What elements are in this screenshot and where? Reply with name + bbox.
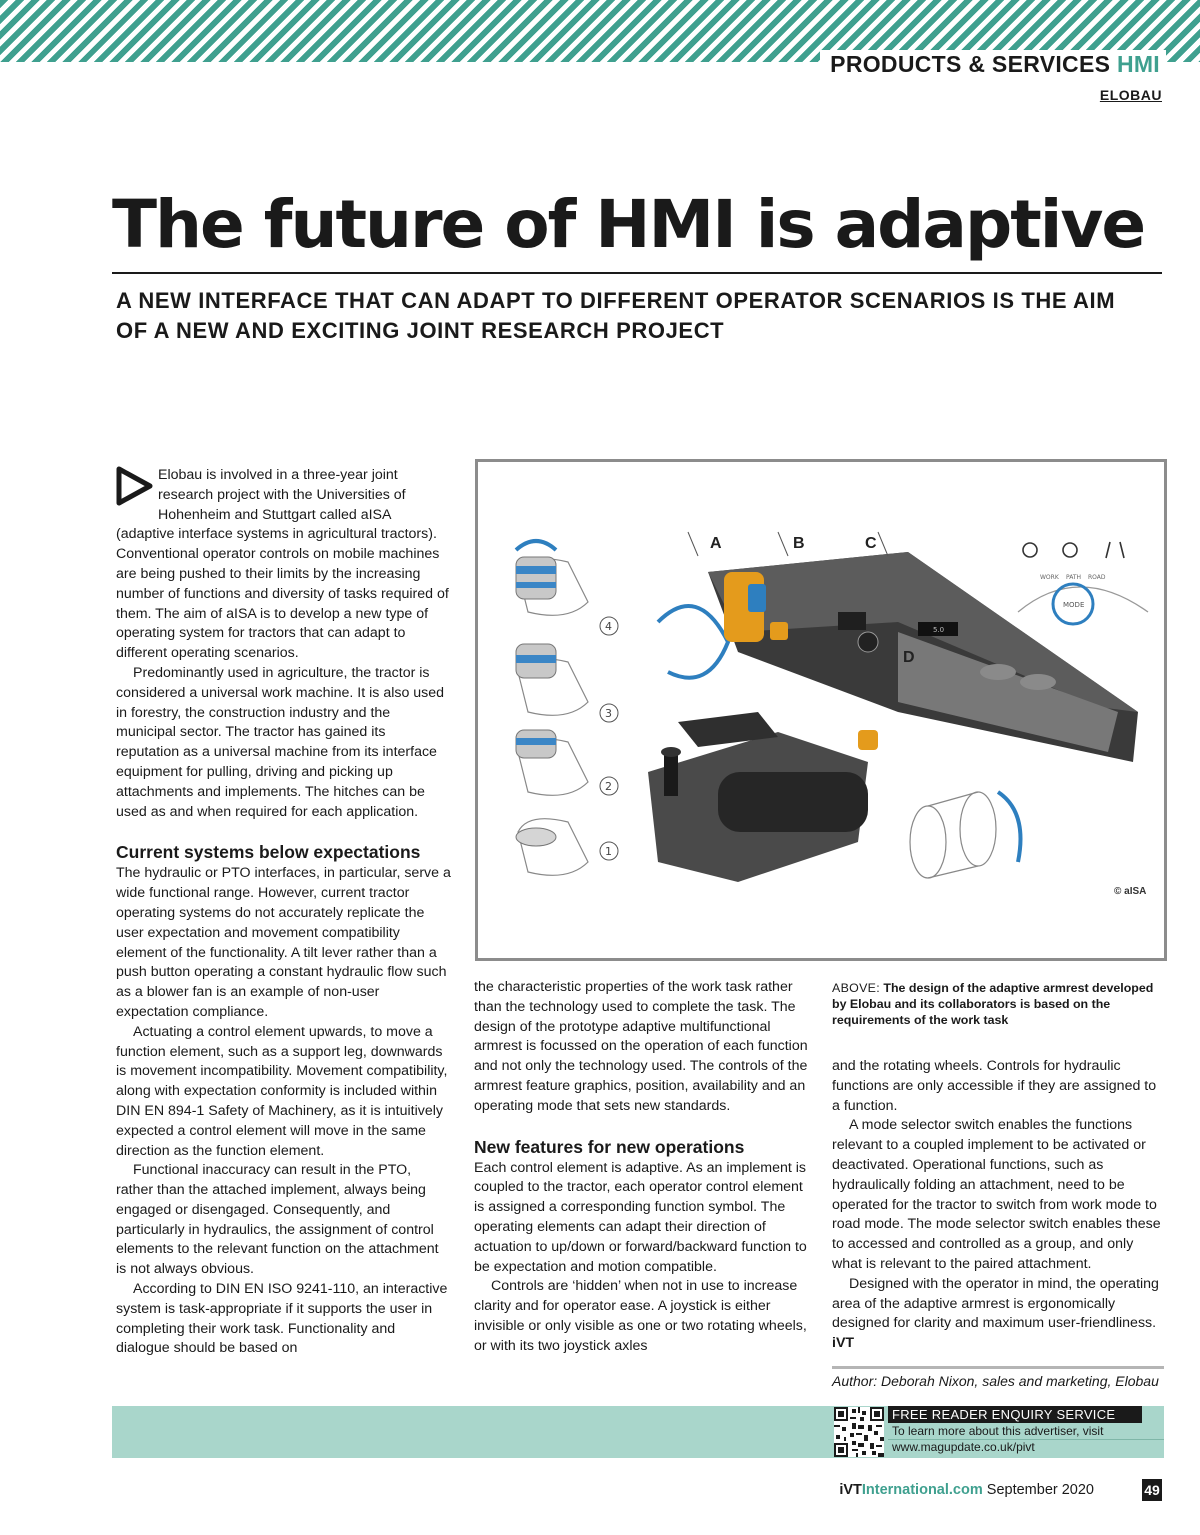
figure-caption xyxy=(832,980,1168,1028)
mode-label: MODE xyxy=(1063,601,1085,609)
step-circles xyxy=(600,617,618,860)
col3-paragraph-3 xyxy=(832,1275,1164,1354)
company-tag: ELOBAU xyxy=(1099,87,1162,103)
label-d: D xyxy=(903,649,915,666)
article-column-3 xyxy=(832,1057,1164,1354)
road-label: ROAD xyxy=(1088,574,1106,581)
col1-paragraph-2: Predominantly used in agriculture, the tractor is considered a universal work machine. It is also used in forestry, the construction industry and the municipal sector. The tractor has gained its reputation as a universal machine from its interface equipment for pulling, driving and picking up attachments and implements. The hitches can be used as and when required for each application. xyxy=(116,664,445,820)
col1-paragraph-3: The hydraulic or PTO interfaces, in particular, serve a wide functional range. However, current tractor operating systems do not accurately replicate the user expectation and movement compatibility element of the functionality. A tilt lever rather than a push button operating a constant hydraulic flow such as a blower fan is an example of non-user expectation compliance. xyxy=(116,865,451,1020)
article-column-2 xyxy=(474,978,810,1357)
rotary-knobs xyxy=(516,557,556,846)
author-rule xyxy=(832,1366,1164,1369)
page-number: 49 xyxy=(1142,1479,1162,1501)
status-icons xyxy=(1023,542,1124,558)
standfirst: A NEW INTERFACE THAT CAN ADAPT TO DIFFERENT OPERATOR SCENARIOS IS THE AIM OF A NEW AND EXCITING JOINT RESEARCH PROJECT xyxy=(116,288,1116,343)
author-credit: Author: Deborah Nixon, sales and marketing, Elobau xyxy=(832,1373,1159,1389)
subheading-new-features: New features for new operations xyxy=(474,1136,745,1157)
article-column-1 xyxy=(116,466,452,1359)
step-2: 2 xyxy=(605,780,612,793)
col1-paragraph-5: Functional inaccuracy can result in the PTO, rather than the attached implement, always being engaged or disengaged. Consequently, and particularly in hydraulics, the assignment of control elements to the relevant function on the attachment is not always obvious. xyxy=(116,1162,439,1278)
parking-brake-icon xyxy=(1063,543,1077,557)
path-label: PATH xyxy=(1066,574,1082,581)
col2-paragraph-2: Each control element is adaptive. As an implement is coupled to the tractor, each operator control element is assigned a corresponding function symbol. The operating elements can adapt their direction of actuation to up/down or forward/backward function to be expectation and motion compatible. xyxy=(474,1159,807,1275)
step-1: 1 xyxy=(605,845,612,858)
col3-paragraph-1: and the rotating wheels. Controls for hydraulic functions are only accessible if they are assigned to a function. xyxy=(832,1058,1157,1114)
col3-paragraph-3-text: Designed with the operator in mind, the operating area of the adaptive armrest is ergonomically designed for clarity and maximum user-friendliness. xyxy=(832,1275,1159,1332)
footer-brand-b: International.com xyxy=(861,1482,983,1498)
road-icon xyxy=(1106,542,1124,558)
col2-paragraph-1: the characteristic properties of the work task rather than the technology used to complete the task. The design of the prototype adaptive multifunctional armrest is focussed on the operation of each function and not only the technology used. The controls of the armrest feature graphics, position, availability and an operating mode that sets new standards. xyxy=(474,979,808,1114)
col1-paragraph-6: According to DIN EN ISO 9241-110, an interactive system is task-appropriate if it supports the user in completing their work task. Functionality and dialogue should be based on xyxy=(116,1281,448,1357)
subheading-current-systems: Current systems below expectations xyxy=(116,842,421,863)
armrest-illustration xyxy=(478,462,1164,958)
col1-paragraph-4: Actuating a control element upwards, to move a function element, such as a support leg, downwards is movement incompatibility. Movement compatibility, along with expectation conformity is included within DIN EN 894-1 Safety of Machinery, as it is intuitively expected a control element will move in the same direction as the function element. xyxy=(116,1023,448,1159)
section-tag xyxy=(820,50,1166,78)
enquiry-link[interactable]: www.magupdate.co.uk/pivt xyxy=(892,1440,1035,1454)
label-b: B xyxy=(793,535,805,552)
label-a: A xyxy=(710,535,722,552)
title-rule xyxy=(112,272,1162,274)
footer-issue: September 2020 xyxy=(986,1482,1094,1498)
joystick-sketches xyxy=(518,559,588,876)
step-4: 4 xyxy=(605,620,612,633)
label-c: C xyxy=(865,535,877,552)
end-mark: iVT xyxy=(832,1335,855,1352)
work-label: WORK xyxy=(1040,574,1059,581)
footer-brand-a: iVT xyxy=(839,1482,862,1498)
section-label: PRODUCTS & SERVICES xyxy=(830,51,1111,77)
wheel-sketch xyxy=(910,792,1021,878)
caption-text: The design of the adaptive armrest developed by Elobau and its collaborators is based on the requirements of the work task xyxy=(832,981,1154,1027)
triangle-arrow-icon xyxy=(116,466,154,506)
step-3: 3 xyxy=(605,707,612,720)
col2-paragraph-3: Controls are ‘hidden’ when not in use to increase clarity and for operator ease. A joystick is either invisible or only visible as one or two rotating wheels, or with its two joystick axles xyxy=(474,1278,807,1354)
enquiry-text: To learn more about this advertiser, visit xyxy=(892,1424,1104,1438)
col1-paragraph-1: Elobau is involved in a three-year joint research project with the Universities of Hohenheim and Stuttgart called aISA (adaptive interface systems in agricultural tractors). Conventional operator controls on mobile machines are being pushed to their limits by the increasing number of functions and diversity of tasks required of them. The aim of aISA is to develop a new type of operating system for tractors that can adapt to different operating scenarios. xyxy=(116,467,449,662)
svg-text:5.0: 5.0 xyxy=(933,626,945,634)
joystick-unit xyxy=(648,712,878,882)
article-title: The future of HMI is adaptive xyxy=(112,186,1145,263)
figure-credit: © aISA xyxy=(1114,886,1147,897)
caption-lead: ABOVE: xyxy=(832,981,880,995)
qr-code[interactable] xyxy=(834,1407,884,1457)
footer-folio xyxy=(839,1482,1094,1498)
enquiry-title: FREE READER ENQUIRY SERVICE xyxy=(888,1406,1142,1423)
gear-warning-icon xyxy=(1023,543,1037,557)
armrest-figure xyxy=(475,459,1167,961)
col3-paragraph-2: A mode selector switch enables the functions relevant to a coupled implement to be activated or deactivated. Operational functions, such as hydraulically folding an attachment, need to be operated for the tractor to switch from work mode to road mode. The mode selector switch enables these to accessed and controlled as a group, and only what is relevant to the paired attachment. xyxy=(832,1117,1161,1272)
section-accent: HMI xyxy=(1116,51,1160,77)
